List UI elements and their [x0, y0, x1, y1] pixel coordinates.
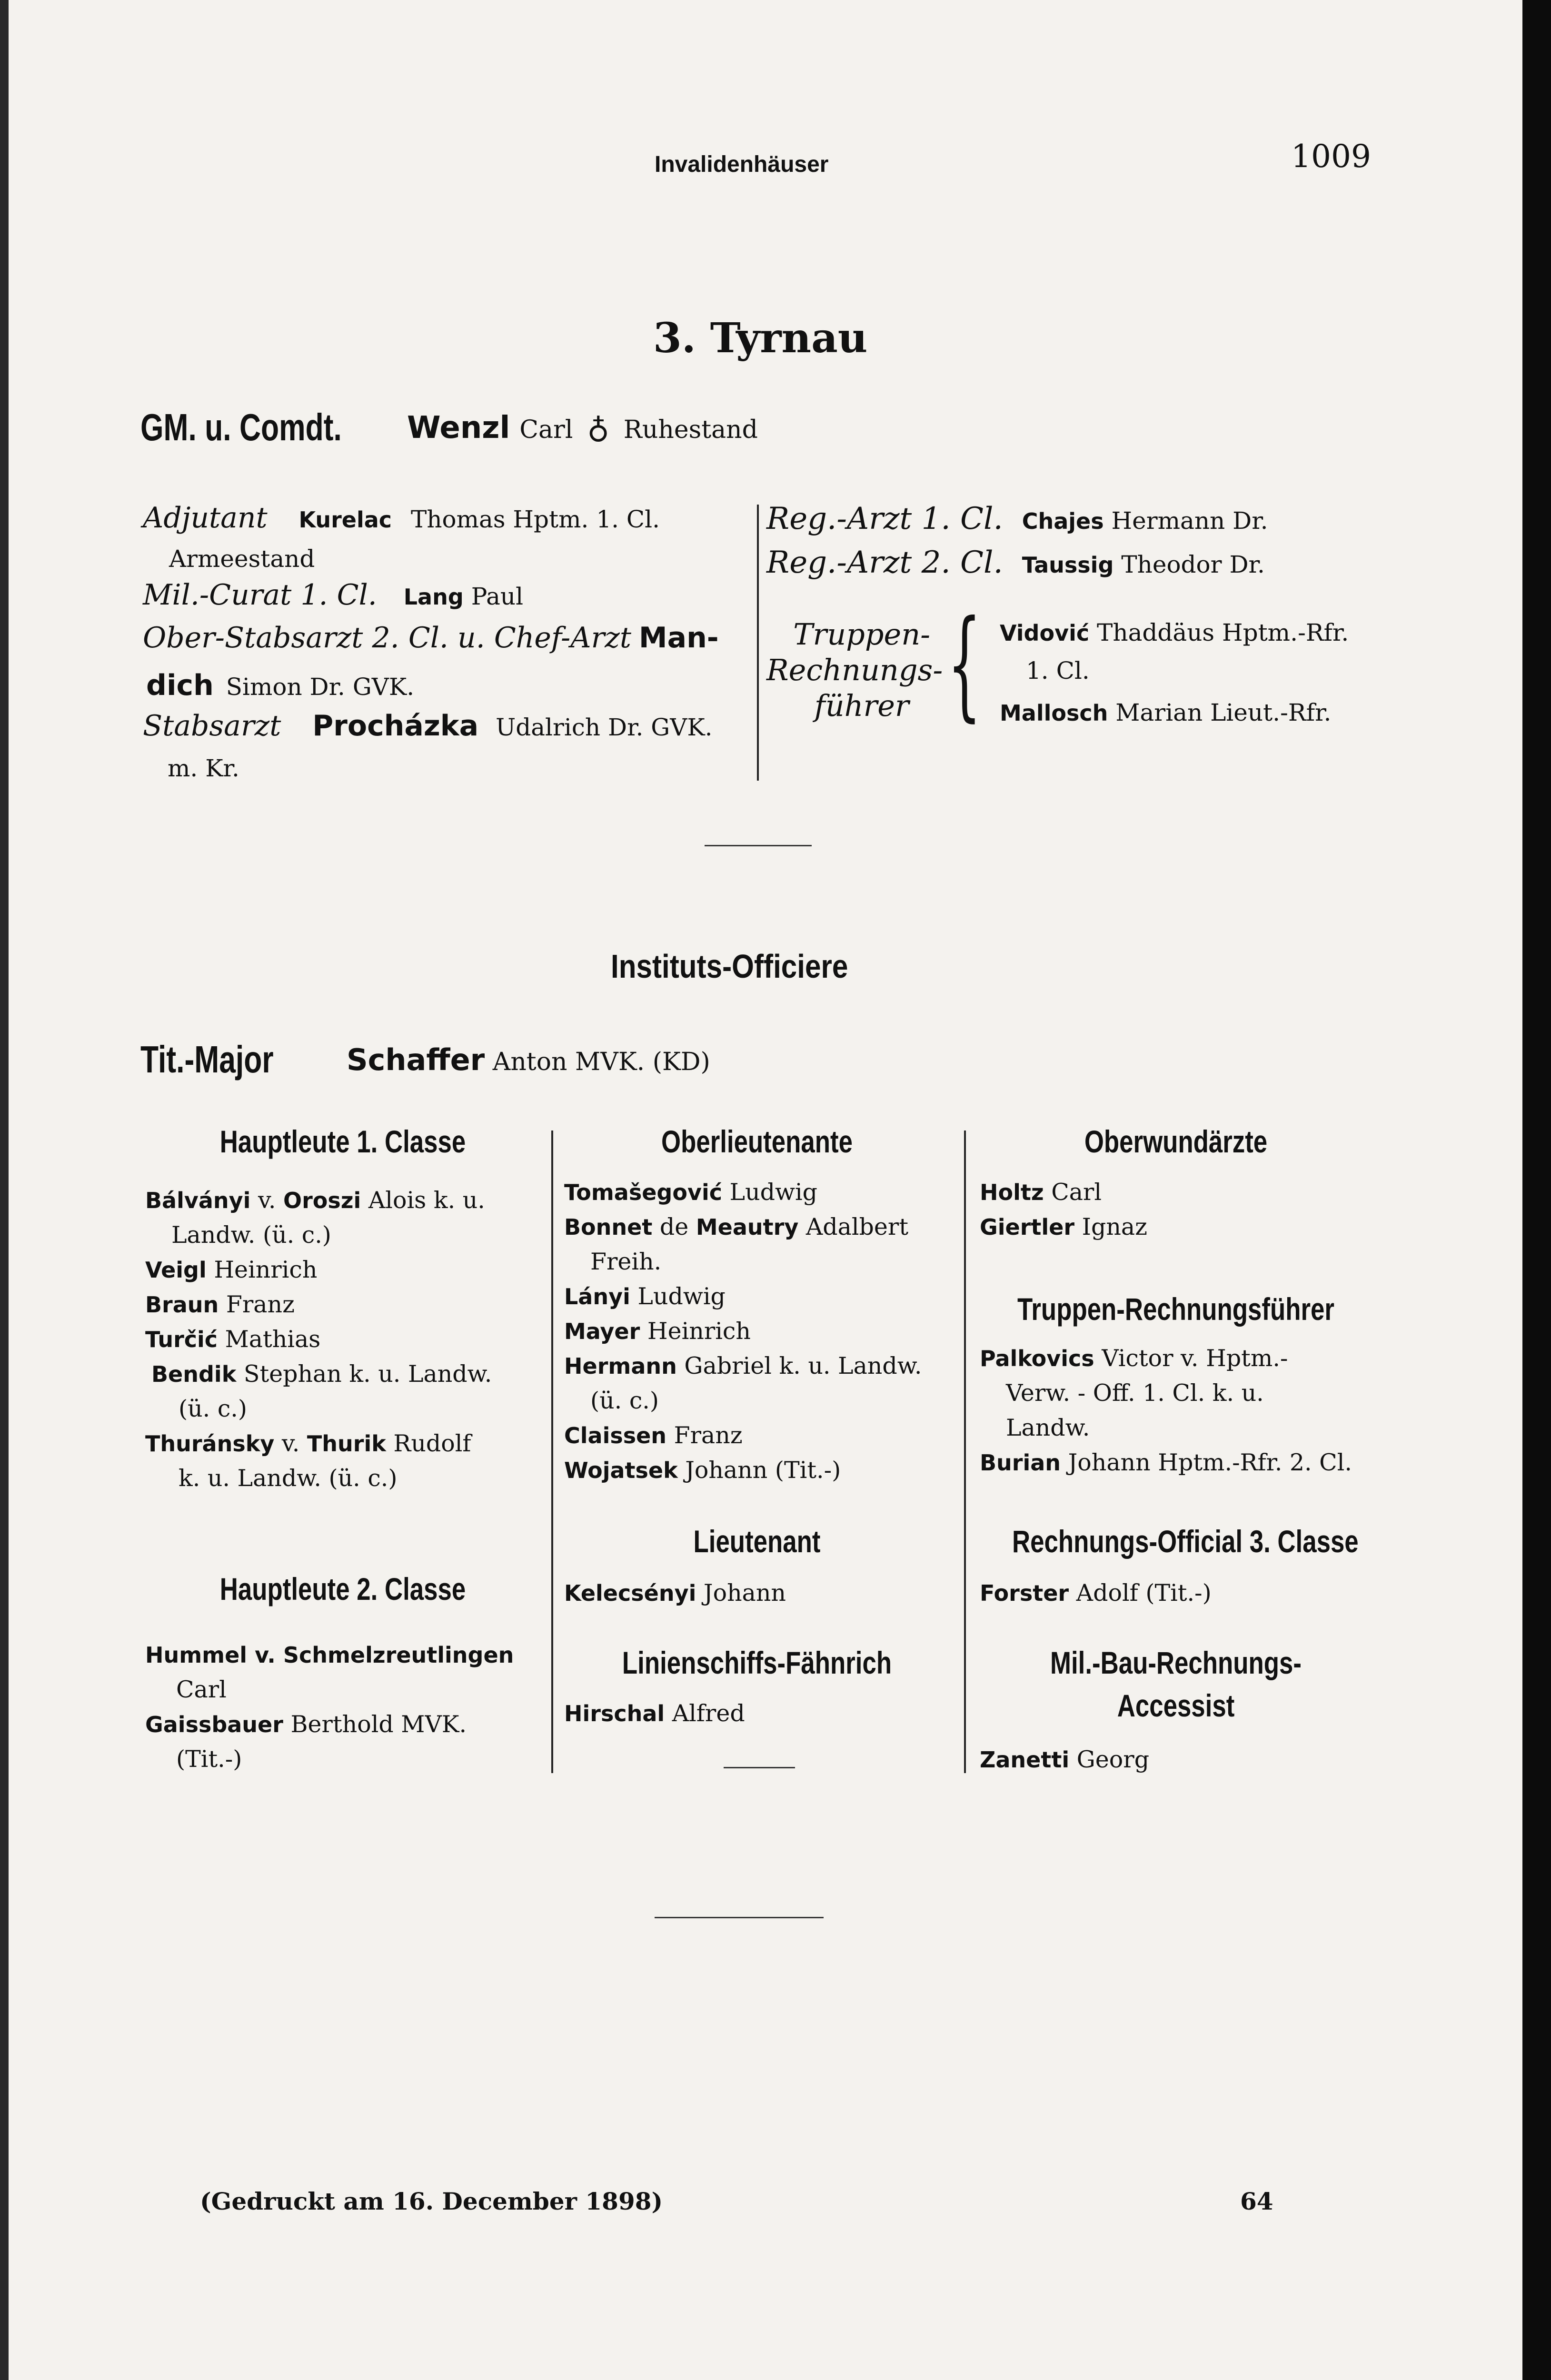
- burian-name: Burian: [980, 1450, 1061, 1476]
- hirschal-rest: Alfred: [665, 1700, 745, 1727]
- bonnet-mid: de: [652, 1213, 696, 1240]
- mayer-name: Mayer: [564, 1319, 640, 1344]
- braun-rest: Franz: [219, 1291, 295, 1318]
- col2-head2: Lieutenant: [693, 1524, 821, 1559]
- brace-symbol: {: [947, 595, 982, 733]
- palkovics-name: Palkovics: [980, 1346, 1094, 1371]
- curat-entry: [143, 578, 523, 612]
- forster-name: Forster: [980, 1580, 1069, 1606]
- hermann-rest: Gabriel k. u. Landw.: [676, 1352, 922, 1379]
- col1-entry-1: [145, 1183, 485, 1218]
- burian-rest: Johann Hptm.-Rfr. 2. Cl.: [1061, 1449, 1352, 1476]
- oberstabsarzt-rest: Simon Dr. GVK.: [226, 673, 415, 701]
- regarzt2-surname: Taussig: [1022, 552, 1114, 578]
- veigl-rest: Heinrich: [206, 1256, 318, 1283]
- col1-entry-7: [145, 1637, 514, 1673]
- col2-entry-5: [564, 1349, 922, 1384]
- col2-head3: Linienschiffs-Fähnrich: [622, 1645, 892, 1680]
- col2-entry-2: [564, 1210, 908, 1245]
- kelecsenyi-rest: Johann: [696, 1579, 786, 1606]
- col3-entry-1: [980, 1175, 1102, 1210]
- regarzt2-rest: Theodor Dr.: [1121, 551, 1265, 578]
- col3-entry-5: [980, 1576, 1212, 1611]
- truppen-role: [766, 616, 943, 724]
- hirschal-name: Hirschal: [564, 1701, 665, 1726]
- col3-head4-a: Mil.-Bau-Rechnungs-: [1050, 1645, 1302, 1680]
- col3-head1: Oberwundärzte: [1084, 1124, 1268, 1159]
- commander-entry: [407, 410, 758, 446]
- col2-entry-1: [564, 1175, 817, 1210]
- closing-rule: [655, 1917, 824, 1918]
- stabsarzt-entry: [143, 709, 713, 743]
- oberstabsarzt-role: Ober-Stabsarzt 2. Cl. u. Chef-Arzt: [143, 621, 631, 654]
- claissen-name: Claissen: [564, 1423, 667, 1448]
- curat-surname: Lang: [403, 584, 464, 610]
- col2-entry-6: [564, 1418, 743, 1453]
- wojatsek-name: Wojatsek: [564, 1458, 678, 1483]
- adjutant-cont: Armeestand: [169, 545, 315, 573]
- titmajor-surname: Schaffer: [347, 1042, 485, 1077]
- turcic-rest: Mathias: [218, 1326, 321, 1353]
- commander-status: Ruhestand: [623, 416, 758, 444]
- hummel-name: Hummel v. Schmelzreutlingen: [145, 1642, 514, 1668]
- lanyi-name: Lányi: [564, 1284, 630, 1309]
- titmajor-entry: [347, 1042, 710, 1077]
- scan-right-edge: [1522, 0, 1551, 2380]
- hermann-name: Hermann: [564, 1353, 677, 1379]
- truppen-role-1: Truppen-: [793, 617, 931, 652]
- bonnet-rest: Adalbert: [798, 1213, 909, 1240]
- col1-entry-8: [145, 1707, 467, 1742]
- oberstabsarzt-cont: [146, 669, 414, 702]
- balvanyi-mid: v.: [250, 1187, 284, 1214]
- col2-entry-5-cont: (ü. c.): [590, 1387, 659, 1414]
- gaissbauer-rest: Berthold MVK.: [283, 1711, 467, 1738]
- balvanyi-name: Bálványi: [145, 1188, 251, 1213]
- commander-given: Carl: [519, 416, 573, 444]
- col2-head1: Oberlieutenante: [661, 1124, 853, 1159]
- col1-head2: Hauptleute 2. Classe: [219, 1571, 466, 1606]
- oroszi-name: Oroszi: [283, 1188, 361, 1213]
- commander-surname: Wenzl: [407, 410, 510, 446]
- thuransky-rest: Rudolf: [386, 1430, 471, 1457]
- col3-entry-2: [980, 1210, 1147, 1245]
- lanyi-rest: Ludwig: [630, 1283, 726, 1310]
- titmajor-rest: Anton MVK. (KD): [492, 1048, 710, 1076]
- claissen-rest: Franz: [666, 1422, 743, 1449]
- regarzt1-rest: Hermann Dr.: [1111, 507, 1268, 535]
- oberstabsarzt-entry: [143, 621, 719, 654]
- adjutant-surname: Kurelac: [298, 507, 392, 533]
- footer-printed: (Gedruckt am 16. December 1898): [200, 2187, 663, 2215]
- col2-end-rule: [724, 1767, 795, 1768]
- col2-entry-9: [564, 1696, 745, 1731]
- col1-head1: Hauptleute 1. Classe: [219, 1124, 466, 1159]
- vidovic-rest: Thaddäus Hptm.-Rfr.: [1097, 619, 1349, 646]
- holtz-name: Holtz: [980, 1180, 1044, 1205]
- col3-entry-3-cont2: Landw.: [1006, 1414, 1090, 1441]
- braun-name: Braun: [145, 1292, 219, 1318]
- col1-entry-6-cont: k. u. Landw. (ü. c.): [179, 1465, 398, 1492]
- oberstabsarzt-surname-a: Man-: [638, 621, 719, 654]
- section-title: 3. Tyrnau: [653, 314, 868, 362]
- separator-rule: [705, 845, 812, 846]
- vidovic-surname: Vidović: [1000, 620, 1090, 646]
- adjutant-entry: [143, 501, 660, 535]
- column-divider-1: [551, 1130, 553, 1773]
- zanetti-name: Zanetti: [980, 1747, 1070, 1773]
- mallosch-surname: Mallosch: [1000, 700, 1108, 726]
- col3-head4-b: Accessist: [1117, 1688, 1235, 1723]
- mayer-rest: Heinrich: [640, 1318, 751, 1345]
- col2-entry-4: [564, 1314, 751, 1349]
- gaissbauer-name: Gaissbauer: [145, 1712, 283, 1737]
- col1-entry-2: [145, 1252, 317, 1288]
- bendik-name: Bendik: [151, 1361, 237, 1387]
- column-divider-2: [964, 1130, 966, 1773]
- stabsarzt-surname: Procházka: [312, 709, 479, 743]
- col1-entry-7-cont: Carl: [176, 1676, 227, 1703]
- col3-entry-4: [980, 1445, 1352, 1480]
- running-title: Invalidenhäuser: [655, 152, 829, 177]
- mallosch-rest: Marian Lieut.-Rfr.: [1115, 699, 1332, 726]
- col2-entry-7: [564, 1453, 841, 1488]
- col1-entry-6: [145, 1426, 471, 1461]
- regarzt1-role: Reg.-Arzt 1. Cl.: [766, 501, 1003, 536]
- col1-entry-5: [151, 1357, 492, 1392]
- col3-head2: Truppen-Rechnungsführer: [1017, 1291, 1334, 1327]
- stabsarzt-cont: m. Kr.: [168, 754, 239, 782]
- commander-rank: GM. u. Comdt.: [140, 406, 342, 448]
- col1-entry-3: [145, 1287, 295, 1322]
- tomasegovic-rest: Ludwig: [722, 1179, 818, 1206]
- wojatsek-rest: Johann (Tit.-): [677, 1457, 841, 1484]
- truppen-person-1-cont: 1. Cl.: [1026, 657, 1090, 684]
- col3-head3: Rechnungs-Official 3. Classe: [1012, 1524, 1359, 1559]
- holtz-rest: Carl: [1044, 1179, 1102, 1206]
- thuransky-mid: v.: [274, 1430, 307, 1457]
- commander-line: [140, 406, 398, 448]
- thurik-name: Thurik: [307, 1431, 386, 1457]
- oberstabsarzt-surname-b: dich: [146, 669, 214, 702]
- truppen-person-2: [1000, 699, 1331, 726]
- regarzt2-role: Reg.-Arzt 2. Cl.: [766, 545, 1003, 580]
- bendik-rest: Stephan k. u. Landw.: [236, 1360, 492, 1388]
- col1-entry-8-cont: (Tit.-): [176, 1745, 242, 1773]
- col3-entry-6: [980, 1742, 1149, 1777]
- tomasegovic-name: Tomašegović: [564, 1180, 722, 1205]
- stabsarzt-rest: Udalrich Dr. GVK.: [496, 714, 713, 741]
- curat-role: Mil.-Curat 1. Cl.: [143, 578, 377, 612]
- thuransky-name: Thuránsky: [145, 1431, 275, 1457]
- col3-entry-3: [980, 1341, 1288, 1376]
- col2-entry-2-cont: Freih.: [590, 1248, 662, 1275]
- col1-entry-4: [145, 1322, 320, 1357]
- scan-left-edge: [0, 0, 9, 2380]
- palkovics-rest: Victor v. Hptm.-: [1094, 1345, 1288, 1372]
- titmajor-rank: Tit.-Major: [140, 1038, 274, 1081]
- zanetti-rest: Georg: [1069, 1746, 1150, 1773]
- staff-divider: [757, 505, 759, 781]
- giertler-rest: Ignaz: [1074, 1213, 1147, 1240]
- truppen-role-2: Rechnungs-: [766, 653, 943, 687]
- institute-title: Instituts-Officiere: [611, 948, 848, 985]
- veigl-name: Veigl: [145, 1257, 207, 1283]
- commander-symbol: ♁: [587, 410, 609, 446]
- col1-entry-5-cont: (ü. c.): [179, 1395, 247, 1422]
- truppen-person-1: [1000, 619, 1349, 646]
- kelecsenyi-name: Kelecsényi: [564, 1580, 696, 1606]
- regarzt1-entry: [766, 501, 1268, 536]
- regarzt1-surname: Chajes: [1022, 508, 1104, 534]
- col2-entry-8: [564, 1576, 786, 1611]
- adjutant-role: Adjutant: [143, 501, 268, 535]
- curat-rest: Paul: [471, 583, 524, 610]
- page-number: 1009: [1291, 138, 1371, 175]
- col2-entry-3: [564, 1279, 726, 1314]
- turcic-name: Turčić: [145, 1327, 218, 1352]
- stabsarzt-role: Stabsarzt: [143, 709, 281, 743]
- regarzt2-entry: [766, 545, 1265, 580]
- truppen-role-3: führer: [814, 688, 909, 723]
- giertler-name: Giertler: [980, 1214, 1075, 1240]
- footer-sheet: 64: [1240, 2187, 1273, 2215]
- meautry-name: Meautry: [696, 1214, 799, 1240]
- col3-entry-3-cont1: Verw. - Off. 1. Cl. k. u.: [1006, 1379, 1264, 1407]
- col1-entry-1-cont: Landw. (ü. c.): [171, 1221, 331, 1249]
- forster-rest: Adolf (Tit.-): [1069, 1579, 1212, 1606]
- adjutant-rest: Thomas Hptm. 1. Cl.: [410, 506, 660, 533]
- balvanyi-rest: Alois k. u.: [361, 1187, 485, 1214]
- bonnet-name: Bonnet: [564, 1214, 653, 1240]
